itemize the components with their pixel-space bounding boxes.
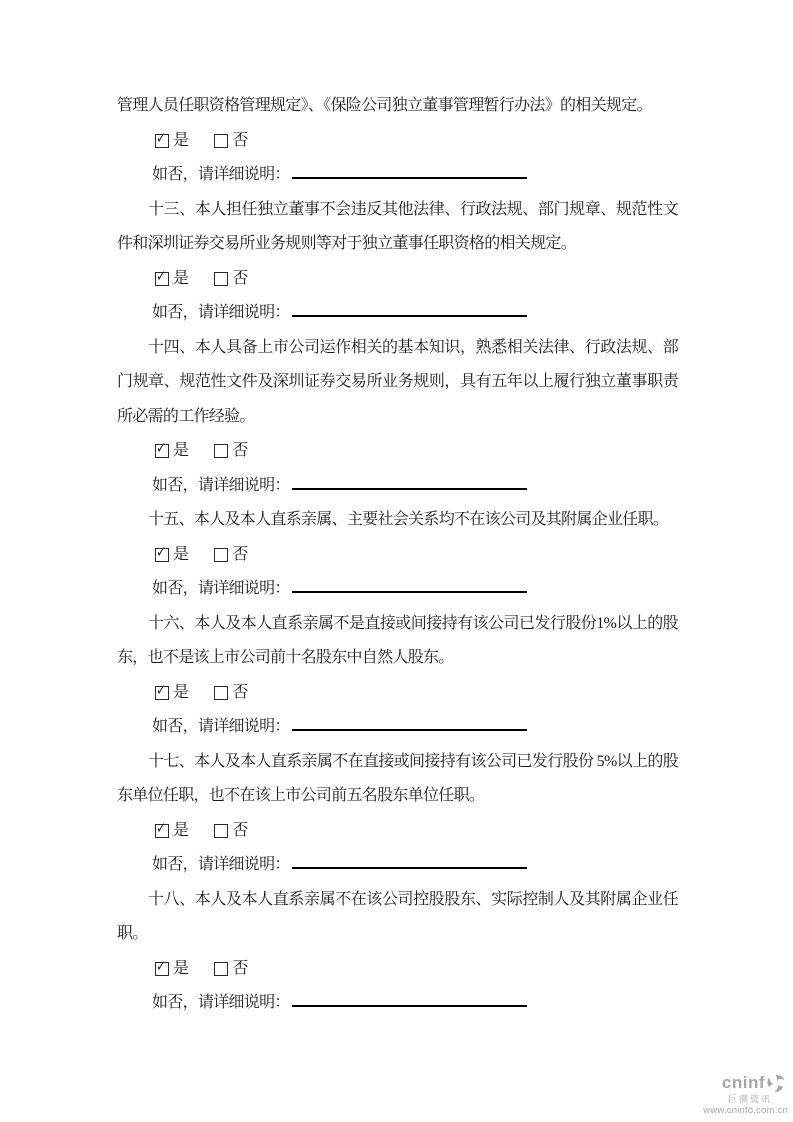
explain-row (152, 710, 678, 745)
checkbox-unchecked-icon[interactable] (214, 824, 228, 838)
check-mark-icon: ✓ (156, 542, 167, 561)
question-block-18 (117, 883, 678, 1021)
no-label: 否 (232, 683, 248, 701)
check-mark-icon: ✓ (156, 439, 167, 458)
cninfo-logo-text: cninf (721, 1073, 765, 1092)
check-mark-icon: ✓ (156, 266, 167, 285)
yes-label: 是 (173, 442, 189, 459)
answer-row (155, 262, 678, 297)
checkbox-unchecked-icon[interactable] (214, 962, 228, 976)
checkbox-unchecked-icon[interactable] (214, 444, 228, 458)
yes-label: 是 (173, 131, 189, 149)
no-label: 否 (232, 545, 248, 563)
explain-row (152, 469, 678, 504)
statement-text: 十八、本人及本人直系亲属不在该公司控股股东、实际控制人及其附属企业任职。 (117, 890, 678, 942)
explain-blank-line[interactable] (292, 991, 527, 1007)
checkbox-checked-icon[interactable] (155, 542, 169, 562)
statement-text: 十七、本人及本人直系亲属不在直接或间接持有该公司已发行股份 5%以上的股东单位任职，也不在该上市公司前五名股东单位任职。 (117, 752, 678, 804)
explain-blank-line[interactable] (292, 474, 527, 490)
statement-text: 十六、本人及本人直系亲属不是直接或间接持有该公司已发行股份1%以上的股东，也不是该上市公司前十名股东中自然人股东。 (117, 614, 678, 666)
question-block-13 (117, 193, 678, 331)
cninfo-chinese-name: 巨潮资讯 (727, 1093, 772, 1104)
checkbox-unchecked-icon[interactable] (214, 686, 228, 700)
no-label: 否 (232, 131, 248, 149)
yes-option[interactable] (155, 676, 188, 711)
cninfo-swirl-icon (766, 1073, 786, 1093)
explain-blank-line[interactable] (292, 715, 527, 731)
yes-option[interactable] (155, 814, 188, 849)
checkbox-checked-icon[interactable] (155, 266, 169, 286)
statement-text: 十四、本人具备上市公司运作相关的基本知识，熟悉相关法律、行政法规、部门规章、规范性文件及深圳证券交易所业务规则，具有五年以上履行独立董事职责所必需的工作经验。 (117, 338, 678, 425)
no-option[interactable] (214, 676, 247, 711)
no-option[interactable] (214, 538, 247, 573)
question-block-14 (117, 331, 678, 504)
explain-row (152, 296, 678, 331)
check-mark-icon: ✓ (156, 680, 167, 699)
explain-prompt: 如否，请详细说明： (152, 166, 290, 183)
answer-row (155, 814, 678, 849)
no-label: 否 (232, 269, 248, 287)
explain-prompt: 如否，请详细说明： (152, 994, 290, 1011)
explain-blank-line[interactable] (292, 301, 527, 317)
no-option[interactable] (214, 814, 247, 849)
checkbox-unchecked-icon[interactable] (214, 134, 228, 148)
explain-row (152, 572, 678, 607)
yes-option[interactable] (155, 952, 188, 987)
check-mark-icon: ✓ (156, 956, 167, 975)
no-label: 否 (232, 959, 248, 977)
explain-prompt: 如否，请详细说明： (152, 718, 290, 735)
no-option[interactable] (214, 952, 247, 987)
checkbox-checked-icon[interactable] (155, 128, 169, 148)
explain-prompt: 如否，请详细说明： (152, 304, 290, 321)
cninfo-logo-row (693, 1073, 786, 1093)
statement-text: 十五、本人及本人直系亲属、主要社会关系均不在该公司及其附属企业任职。 (148, 511, 669, 528)
yes-option[interactable] (155, 538, 188, 573)
statement-text: 十三、本人担任独立董事不会违反其他法律、行政法规、部门规章、规范性文件和深圳证券交易所业务规则等对于独立董事任职资格的相关规定。 (117, 200, 678, 252)
yes-label: 是 (173, 959, 189, 977)
explain-blank-line[interactable] (292, 577, 527, 593)
no-label: 否 (232, 821, 248, 839)
explain-blank-line[interactable] (292, 163, 527, 179)
document-content (117, 89, 678, 1021)
check-mark-icon: ✓ (156, 128, 167, 147)
checkbox-checked-icon[interactable] (155, 680, 169, 700)
explain-row (152, 158, 678, 193)
yes-label: 是 (173, 821, 189, 839)
no-label: 否 (232, 442, 248, 459)
explain-prompt: 如否，请详细说明： (152, 856, 290, 873)
statement-text: 管理人员任职资格管理规定》、《保险公司独立董事管理暂行办法》的相关规定。 (117, 97, 652, 114)
no-option[interactable] (214, 262, 247, 297)
checkbox-unchecked-icon[interactable] (214, 272, 228, 286)
cninfo-watermark (693, 1073, 788, 1116)
explain-row (152, 848, 678, 883)
explain-row (152, 986, 678, 1021)
explain-prompt: 如否，请详细说明： (152, 476, 290, 494)
yes-label: 是 (173, 269, 189, 287)
answer-row (155, 952, 678, 987)
cninfo-url: www.cninfo.com.cn (703, 1104, 788, 1116)
explain-prompt: 如否，请详细说明： (152, 580, 290, 597)
answer-row (155, 538, 678, 573)
no-option[interactable] (214, 124, 247, 159)
answer-row (155, 434, 678, 469)
explain-blank-line[interactable] (292, 853, 527, 869)
yes-label: 是 (173, 683, 189, 701)
question-block-16 (117, 607, 678, 745)
check-mark-icon: ✓ (156, 818, 167, 837)
no-option[interactable] (214, 434, 247, 469)
question-block-17 (117, 745, 678, 883)
yes-option[interactable] (155, 434, 188, 469)
checkbox-unchecked-icon[interactable] (214, 548, 228, 562)
yes-label: 是 (173, 545, 189, 563)
checkbox-checked-icon[interactable] (155, 956, 169, 976)
yes-option[interactable] (155, 262, 188, 297)
checkbox-checked-icon[interactable] (155, 818, 169, 838)
yes-option[interactable] (155, 124, 188, 159)
answer-row (155, 124, 678, 159)
checkbox-checked-icon[interactable] (155, 439, 169, 458)
question-block-15 (117, 503, 678, 607)
question-block-12 (117, 89, 678, 193)
answer-row (155, 676, 678, 711)
